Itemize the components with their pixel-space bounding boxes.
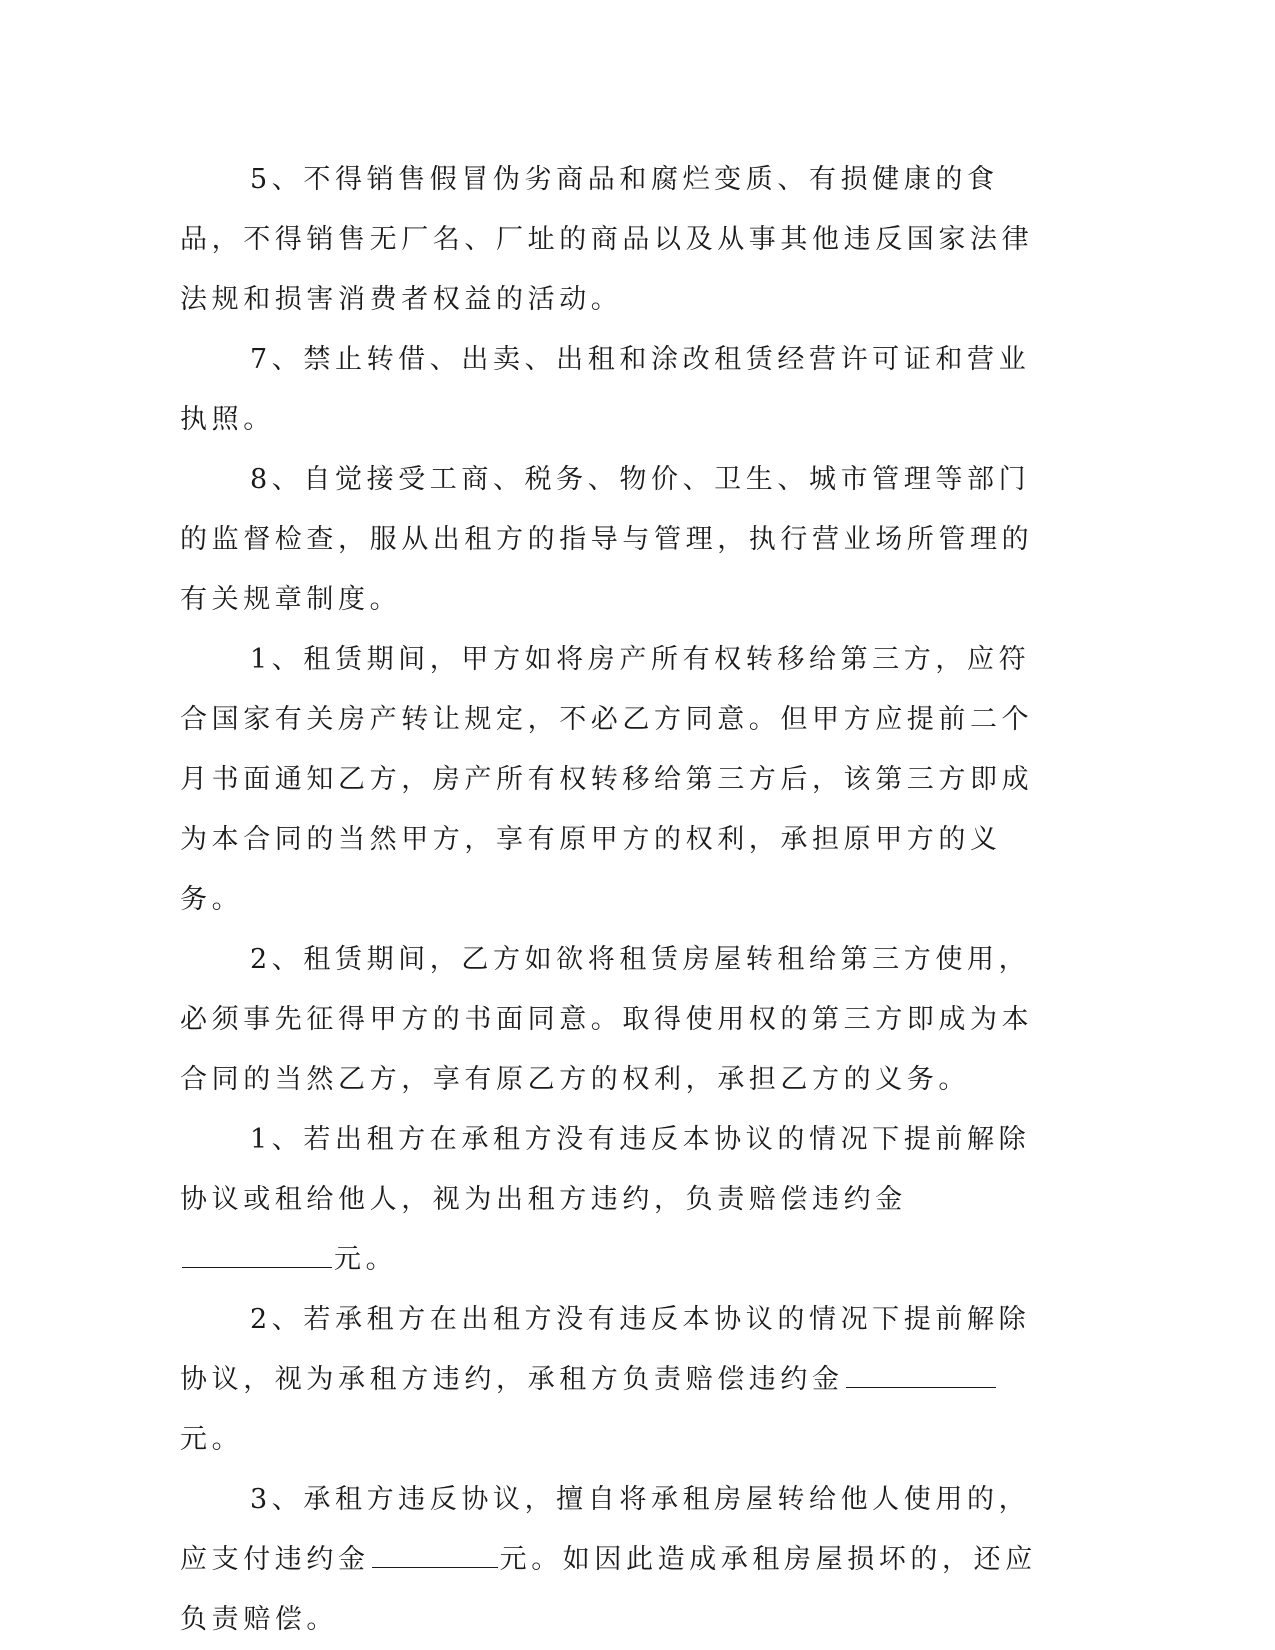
breach-clause-3-text: 3、承租方违反协议，擅自将承租房屋转给他人使用的，应支付违约金 (180, 1484, 1031, 1575)
breach-clause-3-tail: 元。如因此造成承租房屋损坏的，还应负责赔偿。 (180, 1544, 1037, 1635)
clause-5: 5、不得销售假冒伪劣商品和腐烂变质、有损健康的食品，不得销售无厂名、厂址的商品以及从事其他违反国家法律法规和损害消费者权益的活动。 (180, 164, 1034, 315)
breach-clause-1-unit: 元。 (334, 1244, 398, 1275)
clause-7: 7、禁止转借、出卖、出租和涂改租赁经营许可证和营业执照。 (180, 344, 1031, 435)
penalty-amount-blank-3[interactable] (372, 1539, 498, 1568)
penalty-amount-blank-2[interactable] (846, 1359, 996, 1388)
transfer-clause-1: 1、租赁期间，甲方如将房产所有权转移给第三方，应符合国家有关房产转让规定，不必乙方同意。但甲方应提前二个月书面通知乙方，房产所有权转移给第三方后，该第三方即成为本合同的当然甲方，享有原甲方的权利，承担原甲方的义务。 (180, 644, 1034, 915)
breach-clause-2-unit: 元。 (180, 1424, 244, 1455)
breach-clause-3 (180, 1470, 1040, 1650)
breach-clause-1-text: 1、若出租方在承租方没有违反本协议的情况下提前解除协议或租给他人，视为出租方违约，负责赔偿违约金 (180, 1124, 1031, 1215)
breach-clause-2-text: 2、若承租方在出租方没有违反本协议的情况下提前解除协议，视为承租方违约，承租方负责赔偿违约金 (180, 1304, 1031, 1395)
penalty-amount-blank-1[interactable] (182, 1239, 332, 1268)
breach-clause-2 (180, 1290, 1040, 1470)
clause-8: 8、自觉接受工商、税务、物价、卫生、城市管理等部门的监督检查，服从出租方的指导与管理，执行营业场所管理的有关规章制度。 (180, 464, 1034, 615)
breach-clause-1 (180, 1110, 1040, 1290)
transfer-clause-2: 2、租赁期间，乙方如欲将租赁房屋转租给第三方使用，必须事先征得甲方的书面同意。取得使用权的第三方即成为本合同的当然乙方，享有原乙方的权利，承担乙方的义务。 (180, 944, 1034, 1095)
document-body (180, 150, 1040, 1650)
